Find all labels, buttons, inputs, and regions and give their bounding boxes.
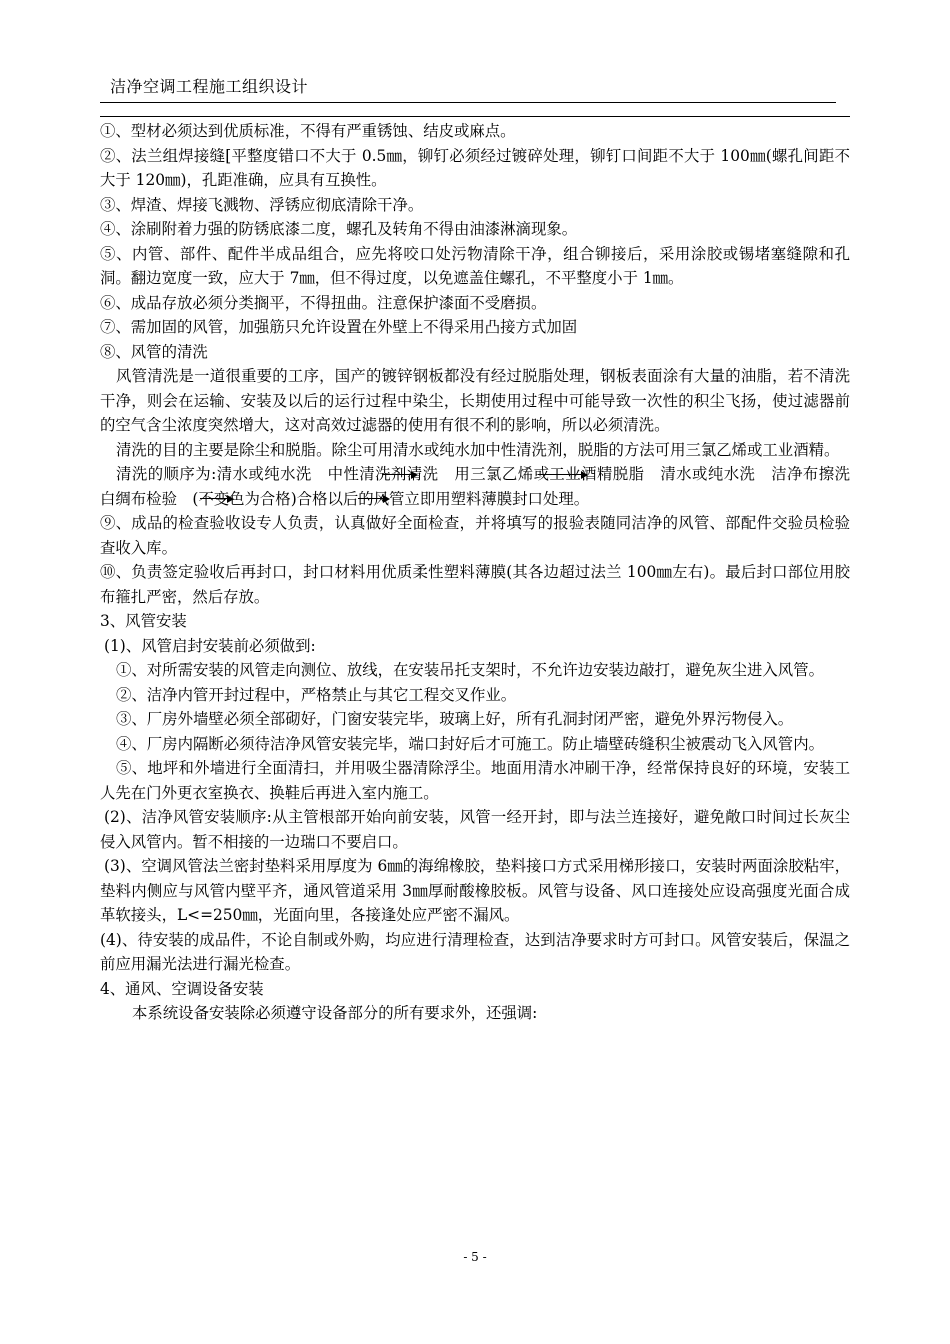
paragraph: ④、涂刷附着力强的防锈底漆二度，螺孔及转角不得由油漆淋滴现象。 [100, 220, 578, 238]
paragraph: ③、焊渣、焊接飞溅物、浮锈应彻底清除干净。 [100, 195, 424, 214]
cleaning-sequence [100, 462, 866, 511]
paragraph: ①、对所需安装的风管走向测位、放线，在安装吊托支架时，不允许边安装边敲打，避免灰尘进入风管。 [116, 661, 824, 679]
section-heading: 3、风管安装 [100, 612, 187, 630]
paragraph: ⑦、需加固的风管，加强筋只允许设置在外壁上不得采用凸接方式加固 [100, 318, 578, 336]
paragraph: 本系统设备安装除必须遵守设备部分的所有要求外，还强调: [132, 1004, 538, 1022]
paragraph: (2)、洁净风管安装顺序:从主管根部开始向前安装，风管一经开封，即与法兰连接好，避免敞口时间过长灰尘侵入风管内。暂不相接的一边瑞口不要启口。 [100, 808, 850, 851]
paragraph: (3)、空调风管法兰密封垫料采用厚度为 6㎜的海绵橡胶，垫料接口方式采用梯形接口，安装时两面涂胶粘牢，垫料内侧应与风管内壁平齐，通风管道采用 3㎜厚耐酸橡胶板。风管与设备、风口连接处应设高强度光面合成革软接头，L<=250㎜，光面向里，各接逢处应严密不漏风。 [100, 857, 850, 924]
paragraph: 风管清洗是一道很重要的工序，国产的镀锌钢板都没有经过脱脂处理，钢板表面涂有大量的油脂，若不清洗干净，则会在运输、安装及以后的运行过程中染尘，长期使用过程中可能导致一次性的积尘飞扬，使过滤器前的空气含尘浓度突然增大，这对高效过滤器的使用有很不利的影响，所以必须清洗。 [100, 367, 850, 434]
paragraph: ⑥、成品存放必须分类搁平，不得扭曲。注意保护漆面不受磨损。 [100, 293, 547, 312]
flow-arrow-icon [538, 474, 586, 475]
flow-arrow-icon [358, 498, 388, 499]
section-heading: 4、通风、空调设备安装 [100, 979, 264, 998]
section-heading: ⑧、风管的清洗 [100, 342, 208, 361]
page-number: - 5 - [463, 1250, 487, 1264]
header-divider-lower [100, 116, 850, 117]
subsection-heading: (1)、风管启封安装前必须做到: [104, 636, 316, 655]
document-body [100, 119, 866, 1026]
header-divider [100, 102, 836, 103]
flow-arrow-icon [200, 498, 232, 499]
paragraph: ⑤、内管、部件、配件半成品组合，应先将咬口处污物清除干净，组合铆接后，采用涂胶或锡堵塞缝隙和孔洞。翻边宽度一致，应大于 7㎜，但不得过度，以免遮盖住螺孔，不平整度小于 1㎜。 [100, 244, 850, 287]
paragraph: ③、厂房外墙壁必须全部砌好，门窗安装完毕，玻璃上好，所有孔洞封闭严密，避免外界污物侵入。 [116, 710, 794, 728]
paragraph: ②、洁净内管开封过程中，严格禁止与其它工程交叉作业。 [116, 685, 517, 704]
page-header-title: 洁净空调工程施工组织设计 [110, 77, 309, 96]
paragraph: ④、厂房内隔断必须待洁净风管安装完毕，端口封好后才可施工。防止墙壁砖缝积尘被震动飞入风管内。 [116, 734, 824, 753]
paragraph: ⑨、成品的检查验收设专人负责，认真做好全面检查，并将填写的报验表随同洁净的风管、部配件交验员检验查收入库。 [100, 514, 850, 557]
paragraph: ①、型材必须达到优质标准，不得有严重锈蚀、结皮或麻点。 [100, 122, 516, 140]
paragraph: ⑩、负责签定验收后再封口，封口材料用优质柔性塑料薄膜(其各边超过法兰 100㎜左右)。最后封口部位用胶布箍扎严密，然后存放。 [100, 563, 850, 606]
paragraph: (4)、待安装的成品件，不论自制或外购，均应进行清理检查，达到洁净要求时方可封口。风管安装后，保温之前应用漏光法进行漏光检查。 [100, 930, 850, 973]
paragraph: 清洗的顺序为:清水或纯水洗 中性清洗剂清洗 用三氯乙烯或工业酒精脱脂 清水或纯水洗 洁净布擦洗 白绸布检验 (不变色为合格)合格以后的风管立即用塑料薄膜封口处理。 [100, 465, 866, 508]
paragraph: ⑤、地坪和外墙进行全面清扫，并用吸尘器清除浮尘。地面用清水冲刷干净，经常保持良好的环境，安装工人先在门外更衣室换衣、换鞋后再进入室内施工。 [100, 759, 850, 802]
flow-arrow-icon [382, 474, 416, 475]
paragraph: ②、法兰组焊接缝[平整度错口不大于 0.5㎜，铆钉必须经过镀碎处理，铆钉口间距不大于 100㎜(螺孔间距不大于 120㎜)，孔距准确，应具有互换性。 [100, 146, 850, 189]
paragraph: 清洗的目的主要是除尘和脱脂。除尘可用清水或纯水加中性清洗剂，脱脂的方法可用三氯乙烯或工业酒精。 [116, 440, 840, 459]
